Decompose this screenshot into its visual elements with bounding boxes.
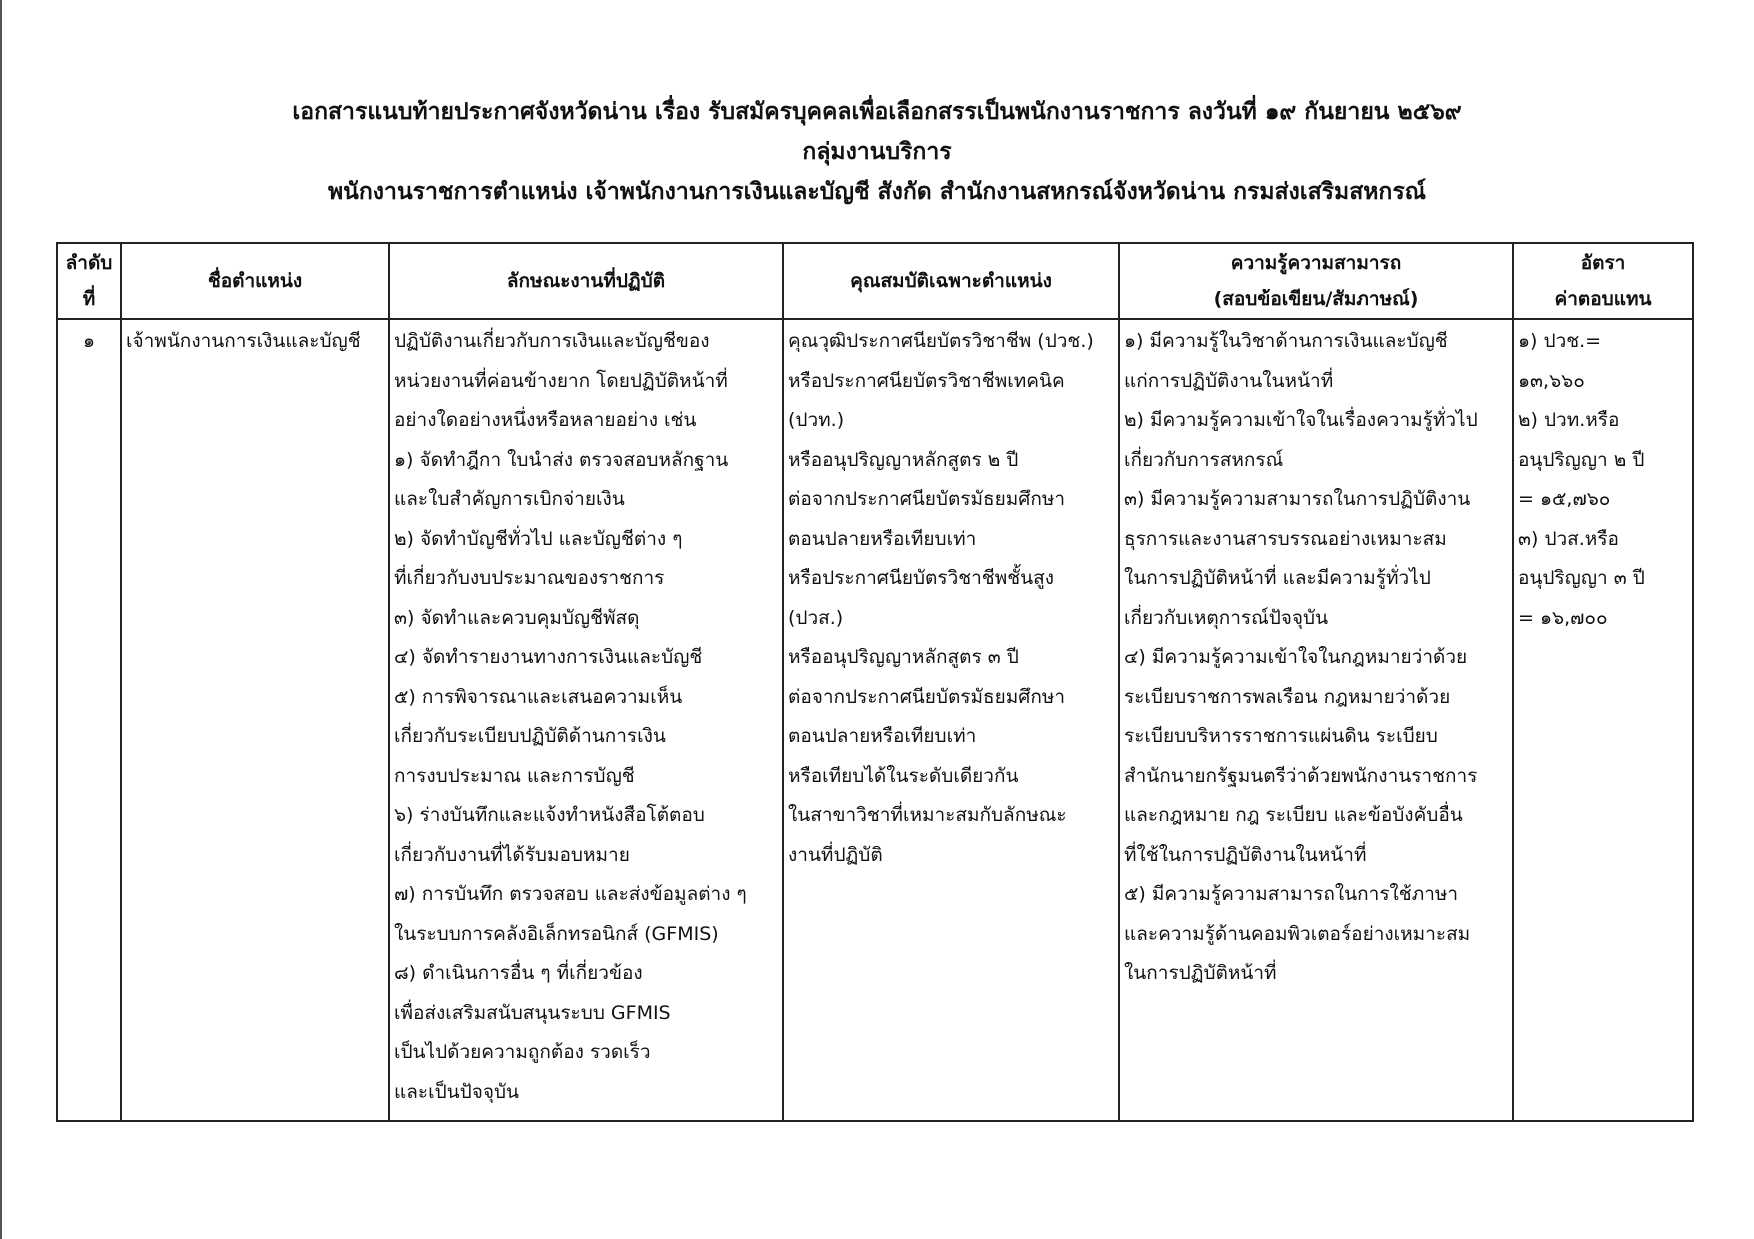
cell-line: คุณวุฒิประกาศนียบัตรวิชาชีพ (ปวช.) [788, 330, 1094, 352]
cell-line: หรือเทียบได้ในระดับเดียวกัน [788, 764, 1019, 787]
cell-line: แก่การปฏิบัติงานในหน้าที่ [1124, 369, 1334, 392]
header-position-name [121, 243, 389, 319]
cell-line: เกี่ยวกับเหตุการณ์ปัจจุบัน [1124, 606, 1329, 629]
cell-line: (ปวส.) [788, 606, 844, 629]
cell-line: ๓) มีความรู้ความสามารถในการปฏิบัติงาน [1124, 488, 1471, 510]
header-knowledge [1119, 243, 1513, 319]
cell-line: ที่ [82, 288, 96, 310]
cell-line: เกี่ยวกับระเบียบปฏิบัติด้านการเงิน [394, 725, 666, 747]
cell-line: หรือประกาศนียบัตรวิชาชีพชั้นสูง [788, 567, 1054, 589]
cell-line: ๑) มีความรู้ในวิชาด้านการเงินและบัญชี [1124, 330, 1448, 352]
cell-line: และกฎหมาย กฎ ระเบียบ และข้อบังคับอื่น [1124, 804, 1463, 826]
header-qualifications [783, 243, 1119, 319]
cell-line: หรืออนุปริญญาหลักสูตร ๓ ปี [788, 646, 1019, 668]
cell-line: และใบสำคัญการเบิกจ่ายเงิน [394, 488, 625, 510]
cell-line: ตอนปลายหรือเทียบเท่า [788, 527, 977, 550]
cell-line: ๒) ปวท.หรือ [1518, 409, 1620, 431]
cell-line: ๒) จัดทำบัญชีทั่วไป และบัญชีต่าง ๆ [394, 527, 683, 550]
cell-line: ๔) จัดทำรายงานทางการเงินและบัญชี [394, 646, 703, 668]
cell-line: ลักษณะงานที่ปฏิบัติ [506, 270, 666, 292]
cell-line: ในระบบการคลังอิเล็กทรอนิกส์ (GFMIS) [394, 922, 719, 945]
cell-line: ๕) การพิจารณาและเสนอความเห็น [394, 685, 683, 708]
cell-line: อัตรา [1580, 252, 1626, 274]
cell-line: หน่วยงานที่ค่อนข้างยาก โดยปฏิบัติหน้าที่ [394, 369, 728, 392]
cell-line: เพื่อส่งเสริมสนับสนุนระบบ GFMIS [394, 1001, 671, 1024]
cell-position-name: เจ้าพนักงานการเงินและบัญชี [121, 319, 389, 1121]
cell-knowledge [1119, 319, 1513, 1121]
cell-line: ในการปฏิบัติหน้าที่ และมีความรู้ทั่วไป [1124, 567, 1431, 589]
cell-line: ในสาขาวิชาที่เหมาะสมกับลักษณะ [788, 804, 1067, 826]
cell-line: ต่อจากประกาศนียบัตรมัธยมศึกษา [788, 685, 1066, 708]
table-header-row [57, 243, 1693, 319]
cell-line: ลำดับ [65, 252, 113, 274]
cell-line: ๓) ปวส.หรือ [1518, 527, 1619, 550]
cell-line: และเป็นปัจจุบัน [394, 1080, 520, 1103]
cell-line: = ๑๕,๗๖๐ [1518, 488, 1611, 510]
header-order [57, 243, 121, 319]
document-header [0, 92, 1754, 212]
cell-line: ๓) จัดทำและควบคุมบัญชีพัสดุ [394, 606, 640, 629]
cell-qualifications [783, 319, 1119, 1121]
header-duties [389, 243, 783, 319]
header-position-line: พนักงานราชการตำแหน่ง เจ้าพนักงานการเงินและบัญชี สังกัด สำนักงานสหกรณ์จังหวัดน่าน กรมส่งเสริมสหกรณ์ [327, 179, 1427, 205]
cell-line: ระเบียบราชการพลเรือน กฎหมายว่าด้วย [1124, 685, 1451, 708]
position-table [56, 242, 1694, 1122]
cell-line: ตอนปลายหรือเทียบเท่า [788, 725, 977, 747]
cell-line: สำนักนายกรัฐมนตรีว่าด้วยพนักงานราชการ [1124, 764, 1478, 787]
cell-line: ต่อจากประกาศนียบัตรมัธยมศึกษา [788, 488, 1066, 510]
cell-line: เกี่ยวกับการสหกรณ์ [1124, 448, 1284, 471]
cell-line: อนุปริญญา ๓ ปี [1518, 567, 1645, 589]
cell-line: ๑๓,๖๖๐ [1518, 369, 1585, 392]
cell-line: ๒) มีความรู้ความเข้าใจในเรื่องความรู้ทั่วไป [1124, 409, 1478, 431]
cell-line: ๑) จัดทำฎีกา ใบนำส่ง ตรวจสอบหลักฐาน [394, 448, 729, 471]
cell-line: อนุปริญญา ๒ ปี [1518, 448, 1645, 471]
cell-line: เป็นไปด้วยความถูกต้อง รวดเร็ว [394, 1041, 651, 1063]
cell-line: ค่าตอบแทน [1554, 288, 1652, 310]
cell-line: (ปวท.) [788, 409, 845, 431]
cell-line: หรือประกาศนียบัตรวิชาชีพเทคนิค [788, 369, 1065, 392]
cell-line: ธุรการและงานสารบรรณอย่างเหมาะสม [1124, 527, 1447, 550]
cell-line: และความรู้ด้านคอมพิวเตอร์อย่างเหมาะสม [1124, 922, 1471, 945]
cell-compensation [1513, 319, 1693, 1121]
cell-line: (สอบข้อเขียน/สัมภาษณ์) [1213, 288, 1419, 310]
cell-line: อย่างใดอย่างหนึ่งหรือหลายอย่าง เช่น [394, 409, 697, 431]
cell-line: ๕) มีความรู้ความสามารถในการใช้ภาษา [1124, 883, 1459, 905]
cell-line: = ๑๖,๗๐๐ [1518, 606, 1608, 629]
cell-line: ๗) การบันทึก ตรวจสอบ และส่งข้อมูลต่าง ๆ [394, 883, 747, 905]
cell-line: คุณสมบัติเฉพาะตำแหน่ง [850, 270, 1052, 292]
cell-line: การงบประมาณ และการบัญชี [394, 764, 635, 787]
cell-line: ๘) ดำเนินการอื่น ๆ ที่เกี่ยวข้อง [394, 962, 643, 984]
cell-line: ๑) ปวช.= [1518, 330, 1602, 352]
cell-line: ระเบียบบริหารราชการแผ่นดิน ระเบียบ [1124, 725, 1438, 747]
cell-line: งานที่ปฏิบัติ [788, 843, 883, 866]
cell-line: ๖) ร่างบันทึกและแจ้งทำหนังสือโต้ตอบ [394, 804, 705, 826]
cell-line: ที่เกี่ยวกับงบประมาณของราชการ [394, 567, 665, 589]
cell-line: เกี่ยวกับงานที่ได้รับมอบหมาย [394, 843, 630, 866]
table-row [57, 319, 1693, 1121]
cell-order: ๑ [57, 319, 121, 1121]
cell-line: ๔) มีความรู้ความเข้าใจในกฎหมายว่าด้วย [1124, 646, 1468, 668]
header-title-line: เอกสารแนบท้ายประกาศจังหวัดน่าน เรื่อง รับสมัครบุคคลเพื่อเลือกสรรเป็นพนักงานราชการ ลงวันที่ ๑๙ กันยายน ๒๕๖๙ [292, 99, 1462, 125]
cell-line: ในการปฏิบัติหน้าที่ [1124, 962, 1277, 984]
cell-line: ที่ใช้ในการปฏิบัติงานในหน้าที่ [1124, 843, 1367, 866]
cell-line: ชื่อตำแหน่ง [207, 270, 303, 292]
header-compensation [1513, 243, 1693, 319]
cell-line: ปฏิบัติงานเกี่ยวกับการเงินและบัญชีของ [394, 330, 710, 352]
cell-line: หรืออนุปริญญาหลักสูตร ๒ ปี [788, 448, 1019, 471]
cell-duties [389, 319, 783, 1121]
header-group-line: กลุ่มงานบริการ [802, 139, 952, 165]
cell-line: ความรู้ความสามารถ [1230, 252, 1402, 274]
